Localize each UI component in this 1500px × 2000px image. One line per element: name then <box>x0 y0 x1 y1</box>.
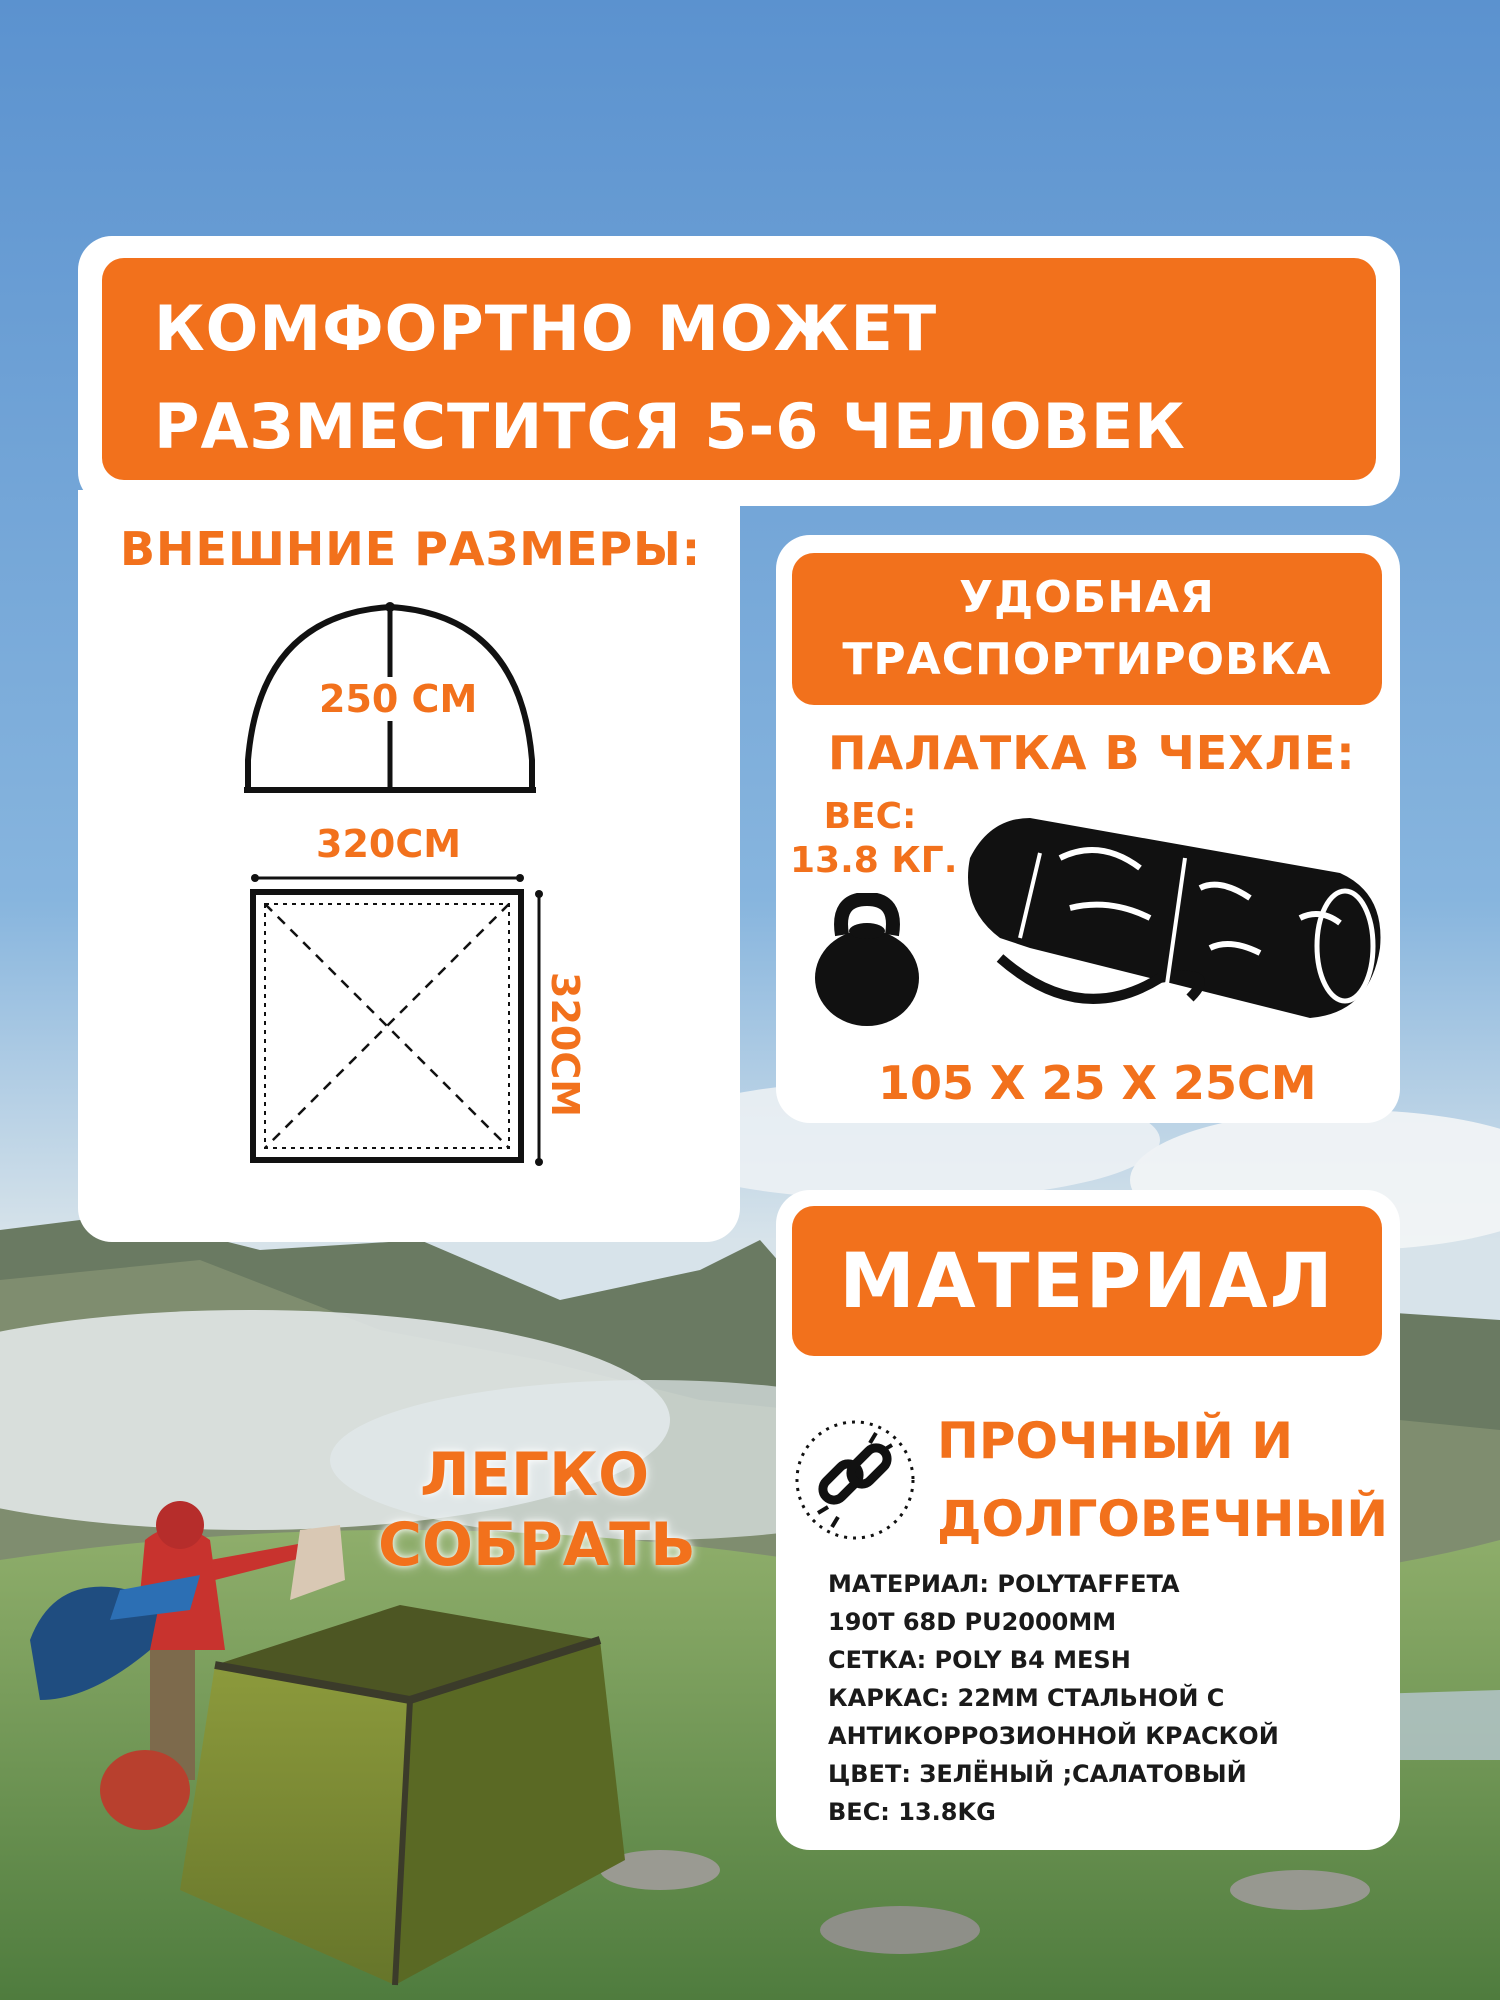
transport-title-line2: ТРАСПОРТИРОВКА <box>842 634 1332 685</box>
weight-value: 13.8 КГ. <box>790 840 958 881</box>
bag-size: 105 Х 25 Х 25СМ <box>878 1056 1317 1110</box>
transport-title-line1: УДОБНАЯ <box>959 572 1215 623</box>
spec-line: МАТЕРИАЛ: POLYTAFFETA <box>828 1570 1180 1598</box>
transport-banner <box>792 553 1382 705</box>
easy-setup-line1: ЛЕГКО <box>420 1440 650 1510</box>
broken-chain-icon <box>790 1415 920 1545</box>
floor-width-label: 320СМ <box>316 822 462 866</box>
feature-line1: ПРОЧНЫЙ И <box>937 1412 1294 1470</box>
spec-line: СЕТКА: POLY B4 MESH <box>828 1646 1131 1674</box>
spec-line: ЦВЕТ: ЗЕЛЁНЫЙ ;САЛАТОВЫЙ <box>828 1760 1247 1788</box>
material-title: МАТЕРИАЛ <box>839 1236 1335 1325</box>
spec-line: АНТИКОРРОЗИОННОЙ КРАСКОЙ <box>828 1722 1279 1750</box>
headline-text <box>154 280 1186 476</box>
feature-line2: ДОЛГОВЕЧНЫЙ <box>937 1490 1389 1548</box>
easy-setup-line2: СОБРАТЬ <box>378 1510 696 1580</box>
floor-depth-label: 320СМ <box>543 972 587 1118</box>
kettlebell-icon <box>812 893 922 1028</box>
dome-height-label: 250 СМ <box>313 677 483 721</box>
floor-plan-icon <box>245 870 555 1170</box>
tent-bag-icon <box>960 798 1385 1018</box>
material-banner <box>792 1206 1382 1356</box>
headline-card <box>78 236 1400 506</box>
transport-subtitle: ПАЛАТКА В ЧЕХЛЕ: <box>828 726 1356 780</box>
headline-line2: РАЗМЕСТИТСЯ 5-6 ЧЕЛОВЕК <box>154 390 1186 463</box>
dimensions-title: ВНЕШНИЕ РАЗМЕРЫ: <box>120 522 702 576</box>
spec-line: ВЕС: 13.8KG <box>828 1798 996 1826</box>
headline-line1: КОМФОРТНО МОЖЕТ <box>154 292 938 365</box>
headline-banner <box>102 258 1376 480</box>
spec-line: 190T 68D PU2000MM <box>828 1608 1117 1636</box>
spec-line: КАРКАС: 22ММ СТАЛЬНОЙ С <box>828 1684 1225 1712</box>
weight-label: ВЕС: <box>823 796 917 837</box>
